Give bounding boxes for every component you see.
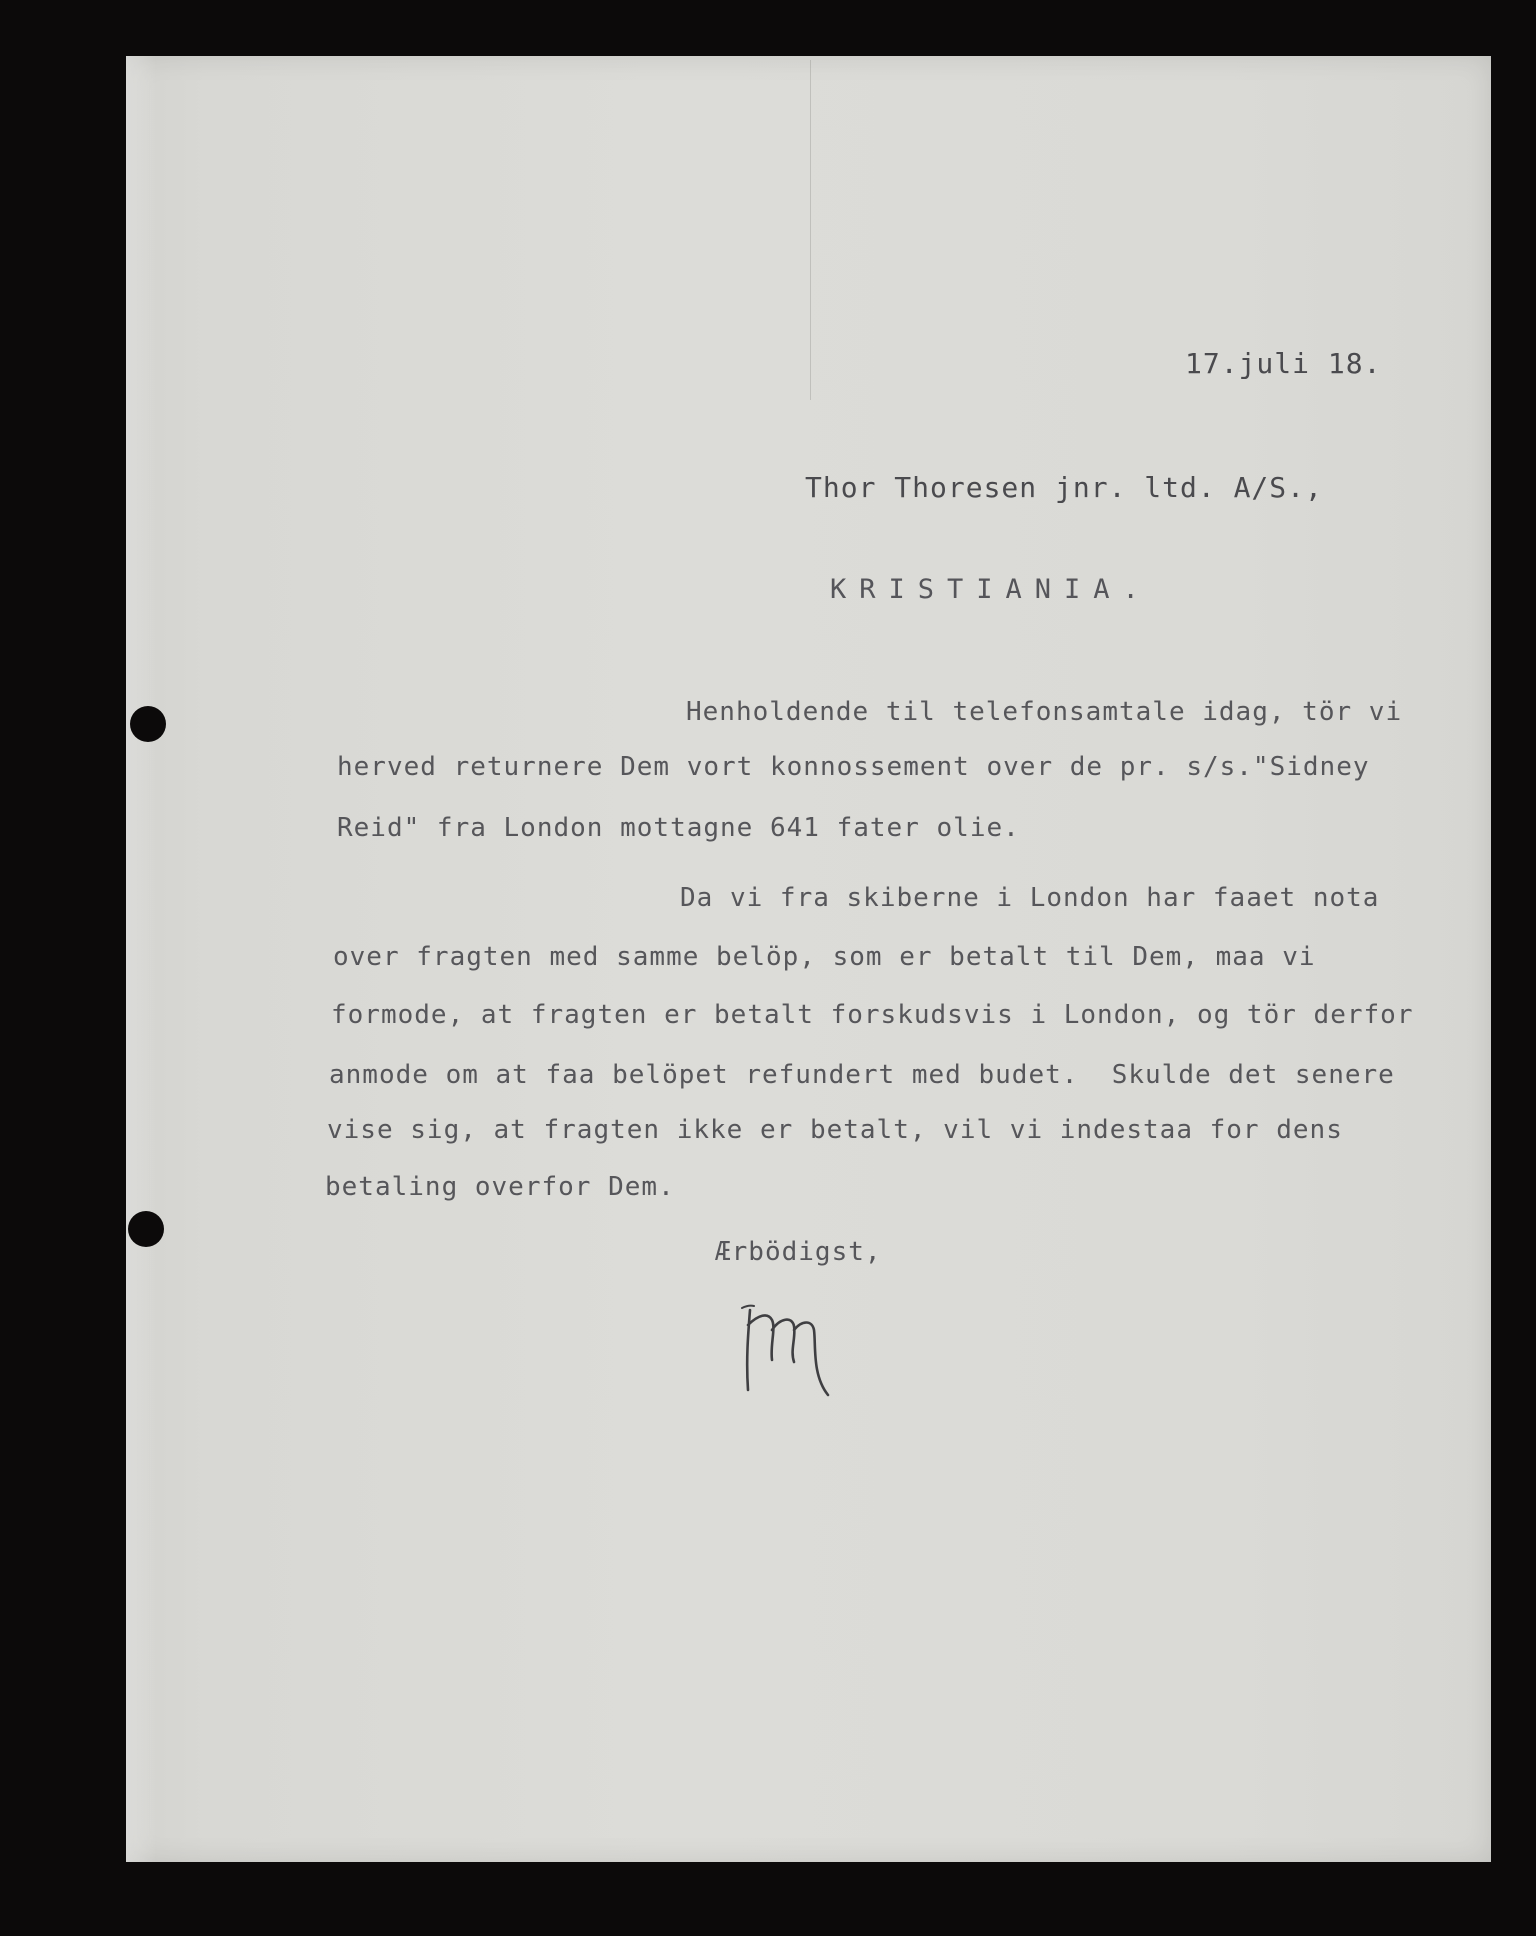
body-line: Da vi fra skiberne i London har faaet nota <box>680 883 1380 913</box>
paper-fold-line <box>810 60 811 400</box>
body-line: herved returnere Dem vort konnossement over de pr. s/s."Sidney <box>337 752 1370 782</box>
letter-date: 17.juli 18. <box>1185 347 1382 380</box>
recipient-city: KRISTIANIA. <box>830 574 1152 605</box>
body-line: over fragten med samme belöp, som er betalt til Dem, maa vi <box>333 942 1316 972</box>
paper-edge-highlight <box>126 56 156 1862</box>
body-line: vise sig, at fragten ikke er betalt, vil vi indestaa for dens <box>327 1115 1343 1145</box>
punch-hole-upper <box>130 706 166 742</box>
recipient-name: Thor Thoresen jnr. ltd. A/S., <box>805 471 1323 504</box>
body-line: betaling overfor Dem. <box>325 1172 675 1202</box>
body-line: Reid" fra London mottagne 641 fater olie. <box>337 813 1020 843</box>
punch-hole-lower <box>128 1211 164 1247</box>
body-line: anmode om at faa belöpet refundert med budet. Skulde det senere <box>329 1060 1395 1090</box>
body-line: Henholdende til telefonsamtale idag, tör vi <box>686 697 1403 727</box>
body-line: formode, at fragten er betalt forskudsvis i London, og tör derfor <box>331 1000 1414 1030</box>
handwritten-signature <box>738 1290 848 1400</box>
closing-salutation: Ærbödigst, <box>715 1237 882 1267</box>
